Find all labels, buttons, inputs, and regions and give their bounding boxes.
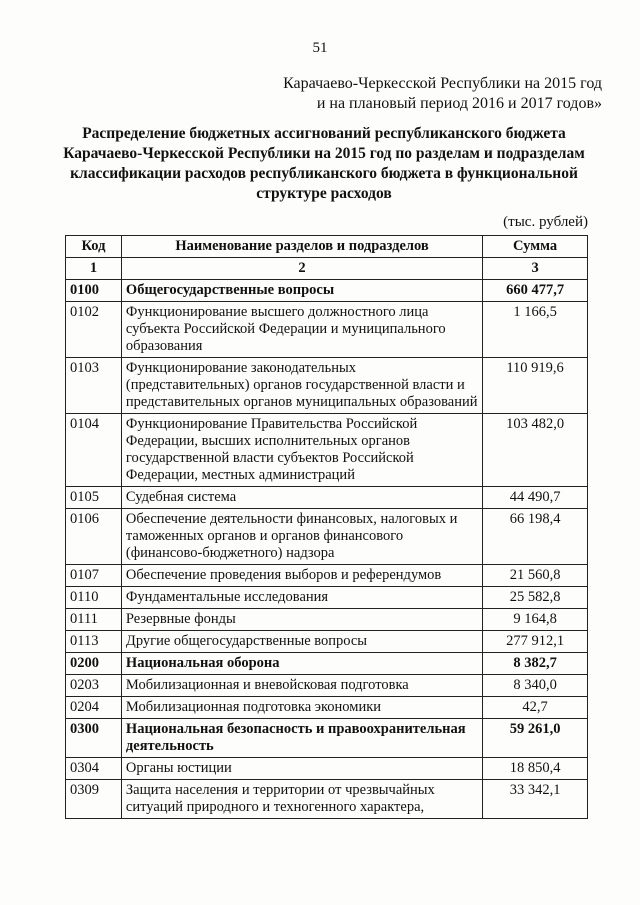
sum-cell: 25 582,8 — [483, 587, 588, 609]
name-cell: Мобилизационная подготовка экономики — [121, 697, 482, 719]
code-cell: 0309 — [66, 780, 122, 819]
table-row — [66, 631, 588, 653]
table-row — [66, 565, 588, 587]
code-cell: 0203 — [66, 675, 122, 697]
table-row — [66, 609, 588, 631]
budget-allocation-table — [65, 235, 588, 819]
document-title-line: структуре расходов — [256, 185, 392, 202]
sum-cell: 8 382,7 — [483, 653, 588, 675]
name-cell: Фундаментальные исследования — [121, 587, 482, 609]
column-header-name: Наименование разделов и подразделов — [121, 236, 482, 258]
law-reference-line: и на плановый период 2016 и 2017 годов» — [316, 95, 602, 112]
table-row — [66, 675, 588, 697]
table-row — [66, 697, 588, 719]
units-label: (тыс. рублей) — [503, 214, 588, 230]
table-row — [66, 487, 588, 509]
document-title — [60, 124, 588, 204]
name-cell: Функционирование законодательных (представительных) органов государственной власти и представительных органов муниципальных образований — [121, 358, 482, 414]
table-row — [66, 780, 588, 819]
sum-cell: 59 261,0 — [483, 719, 588, 758]
name-cell: Другие общегосударственные вопросы — [121, 631, 482, 653]
code-cell: 0103 — [66, 358, 122, 414]
sum-cell: 18 850,4 — [483, 758, 588, 780]
code-cell: 0204 — [66, 697, 122, 719]
column-index-row — [66, 258, 588, 280]
document-title-line: классификации расходов республиканского бюджета в функциональной — [70, 165, 578, 182]
name-cell: Обеспечение проведения выборов и референдумов — [121, 565, 482, 587]
name-cell: Мобилизационная и вневойсковая подготовка — [121, 675, 482, 697]
code-cell: 0107 — [66, 565, 122, 587]
sum-cell: 9 164,8 — [483, 609, 588, 631]
table-row — [66, 358, 588, 414]
column-index-cell: 1 — [66, 258, 122, 280]
column-header-sum: Сумма — [483, 236, 588, 258]
document-title-line: Распределение бюджетных ассигнований республиканского бюджета — [82, 125, 566, 142]
document-title-line: Карачаево-Черкесской Республики на 2015 год по разделам и подразделам — [63, 145, 585, 162]
name-cell: Функционирование высшего должностного лица субъекта Российской Федерации и муниципального образования — [121, 302, 482, 358]
sum-cell: 103 482,0 — [483, 414, 588, 487]
code-cell: 0102 — [66, 302, 122, 358]
page-number: 51 — [312, 40, 328, 56]
table-row — [66, 653, 588, 675]
column-index-cell: 3 — [483, 258, 588, 280]
code-cell: 0105 — [66, 487, 122, 509]
name-cell: Защита населения и территории от чрезвычайных ситуаций природного и техногенного характера, — [121, 780, 482, 819]
name-cell: Обеспечение деятельности финансовых, налоговых и таможенных органов и органов финансового (финансово-бюджетного) надзора — [121, 509, 482, 565]
table-row — [66, 719, 588, 758]
name-cell: Национальная оборона — [121, 653, 482, 675]
sum-cell: 277 912,1 — [483, 631, 588, 653]
law-reference-header — [283, 74, 602, 114]
code-cell: 0100 — [66, 280, 122, 302]
column-index-cell: 2 — [121, 258, 482, 280]
code-cell: 0300 — [66, 719, 122, 758]
table-row — [66, 414, 588, 487]
sum-cell: 42,7 — [483, 697, 588, 719]
sum-cell: 1 166,5 — [483, 302, 588, 358]
code-cell: 0200 — [66, 653, 122, 675]
name-cell: Национальная безопасность и правоохранительная деятельность — [121, 719, 482, 758]
column-header-code: Код — [66, 236, 122, 258]
law-reference-line: Карачаево-Черкесской Республики на 2015 год — [283, 75, 602, 92]
sum-cell: 21 560,8 — [483, 565, 588, 587]
name-cell: Органы юстиции — [121, 758, 482, 780]
sum-cell: 660 477,7 — [483, 280, 588, 302]
sum-cell: 66 198,4 — [483, 509, 588, 565]
code-cell: 0104 — [66, 414, 122, 487]
table-row — [66, 509, 588, 565]
sum-cell: 44 490,7 — [483, 487, 588, 509]
code-cell: 0304 — [66, 758, 122, 780]
table-row — [66, 280, 588, 302]
code-cell: 0111 — [66, 609, 122, 631]
table-row — [66, 587, 588, 609]
code-cell: 0113 — [66, 631, 122, 653]
table-row — [66, 302, 588, 358]
table-row — [66, 758, 588, 780]
code-cell: 0110 — [66, 587, 122, 609]
sum-cell: 110 919,6 — [483, 358, 588, 414]
name-cell: Резервные фонды — [121, 609, 482, 631]
code-cell: 0106 — [66, 509, 122, 565]
name-cell: Судебная система — [121, 487, 482, 509]
sum-cell: 33 342,1 — [483, 780, 588, 819]
table-header-row — [66, 236, 588, 258]
name-cell: Функционирование Правительства Российской Федерации, высших исполнительных органов государственной власти субъектов Российской Федерации, местных администраций — [121, 414, 482, 487]
name-cell: Общегосударственные вопросы — [121, 280, 482, 302]
sum-cell: 8 340,0 — [483, 675, 588, 697]
